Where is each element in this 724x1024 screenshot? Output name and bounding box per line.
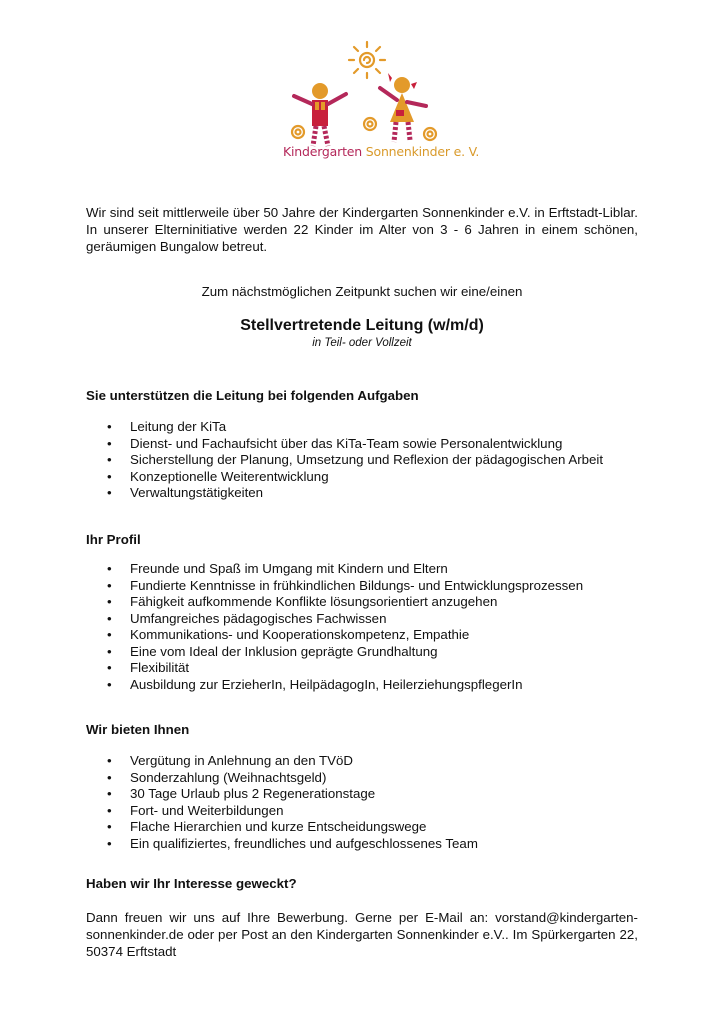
list-item — [86, 786, 478, 803]
job-title: Stellvertretende Leitung (w/m/d) — [240, 317, 484, 334]
bullet-icon: • — [107, 819, 112, 834]
profile-heading: Ihr Profil — [86, 532, 141, 547]
list-item-text: Flexibilität — [130, 660, 190, 675]
interest-heading: Haben wir Ihr Interesse geweckt? — [86, 876, 297, 891]
list-item-text: Ein qualifiziertes, freundliches und aufgeschlossenes Team — [130, 835, 478, 851]
list-item — [86, 819, 478, 836]
list-item — [86, 594, 583, 611]
profile-list — [86, 561, 583, 693]
list-item-text: Ausbildung zur ErzieherIn, HeilpädagogIn, HeilerziehungspflegerIn — [130, 676, 523, 692]
offer-list — [86, 753, 478, 852]
list-item — [86, 803, 478, 820]
bullet-icon: • — [107, 610, 112, 626]
list-item-text: Sicherstellung der Planung, Umsetzung und Reflexion der pädagogischen Arbeit — [130, 452, 604, 467]
list-item-text: Sonderzahlung (Weihnachtsgeld) — [130, 769, 327, 785]
bullet-icon: • — [107, 577, 112, 593]
list-item — [86, 485, 603, 502]
offer-heading: Wir bieten Ihnen — [86, 722, 190, 737]
contact-text-before: Dann freuen wir uns auf Ihre Bewerbung. Gerne per E-Mail an: — [86, 910, 496, 925]
bullet-icon: • — [107, 753, 112, 768]
list-item-text: 30 Tage Urlaub plus 2 Regenerationstage — [130, 786, 376, 801]
bullet-icon: • — [107, 435, 112, 451]
contact-paragraph — [86, 909, 638, 960]
list-item-text: Konzeptionelle Weiterentwicklung — [130, 468, 329, 484]
logo-text-sonnenkinder: Sonnenkinder e. V. — [365, 144, 480, 159]
bullet-icon: • — [107, 786, 112, 801]
bullet-icon: • — [107, 643, 112, 659]
bullet-icon: • — [107, 627, 112, 642]
list-item — [86, 452, 603, 469]
list-item — [86, 660, 583, 677]
tasks-heading: Sie unterstützen die Leitung bei folgenden Aufgaben — [86, 388, 419, 403]
bullet-icon: • — [107, 835, 112, 851]
list-item — [86, 770, 478, 787]
list-item — [86, 644, 583, 661]
list-item — [86, 836, 478, 853]
list-item — [86, 753, 478, 770]
bullet-icon: • — [107, 769, 112, 785]
list-item — [86, 469, 603, 486]
bullet-icon: • — [107, 594, 112, 609]
list-item-text: Flache Hierarchien und kurze Entscheidungswege — [130, 819, 427, 834]
bullet-icon: • — [107, 468, 112, 484]
bullet-icon: • — [107, 452, 112, 467]
list-item — [86, 677, 583, 694]
intro-paragraph: Wir sind seit mittlerweile über 50 Jahre der Kindergarten Sonnenkinder e.V. in Erftstadt-Liblar. In unserer Elterninitiative werden 22 Kinder im Alter von 3 - 6 Jahren in einem schönen, geräumigen Bungalow betreut. — [86, 205, 638, 254]
logo-text-kindergarten: Kindergarten — [283, 144, 362, 159]
list-item-text: Fort- und Weiterbildungen — [130, 802, 284, 818]
bullet-icon: • — [107, 676, 112, 692]
contact-email-link[interactable]: vorstand@kindergarten-sonnenkinder.de — [86, 910, 638, 942]
list-item — [86, 627, 583, 644]
list-item-text: Dienst- und Fachaufsicht über das KiTa-Team sowie Personalentwicklung — [130, 435, 563, 451]
list-item — [86, 419, 603, 436]
tasks-list — [86, 419, 603, 502]
list-item-text: Kommunikations- und Kooperationskompetenz, Empathie — [130, 627, 470, 642]
girl-figure-icon — [380, 73, 426, 142]
list-item-text: Freunde und Spaß im Umgang mit Kindern und Eltern — [130, 561, 448, 576]
contact-text-after: oder per Post an den Kindergarten Sonnenkinder e.V.. Im Spürkergarten 22, 50374 Erftstadt — [86, 927, 638, 959]
list-item-text: Leitung der KiTa — [130, 419, 227, 434]
list-item-text: Fundierte Kenntnisse in frühkindlichen Bildungs- und Entwicklungsprozessen — [130, 577, 584, 593]
list-item-text: Umfangreiches pädagogisches Fachwissen — [130, 610, 387, 626]
list-item-text: Fähigkeit aufkommende Konflikte lösungsorientiert anzugehen — [130, 594, 498, 609]
bullet-icon: • — [107, 419, 112, 434]
list-item — [86, 436, 603, 453]
bullet-icon: • — [107, 802, 112, 818]
logo-wordmark — [283, 144, 479, 159]
search-line: Zum nächstmöglichen Zeitpunkt suchen wir eine/einen — [201, 284, 523, 299]
list-item — [86, 611, 583, 628]
bullet-icon: • — [107, 485, 112, 500]
job-subtitle: in Teil- oder Vollzeit — [312, 337, 412, 349]
bullet-icon: • — [107, 660, 112, 675]
list-item-text: Eine vom Ideal der Inklusion geprägte Grundhaltung — [130, 643, 438, 659]
list-item-text: Vergütung in Anlehnung an den TVöD — [130, 753, 354, 768]
bullet-icon: • — [107, 561, 112, 576]
sun-icon — [349, 42, 385, 78]
list-item — [86, 561, 583, 578]
list-item-text: Verwaltungstätigkeiten — [130, 485, 264, 500]
list-item — [86, 578, 583, 595]
